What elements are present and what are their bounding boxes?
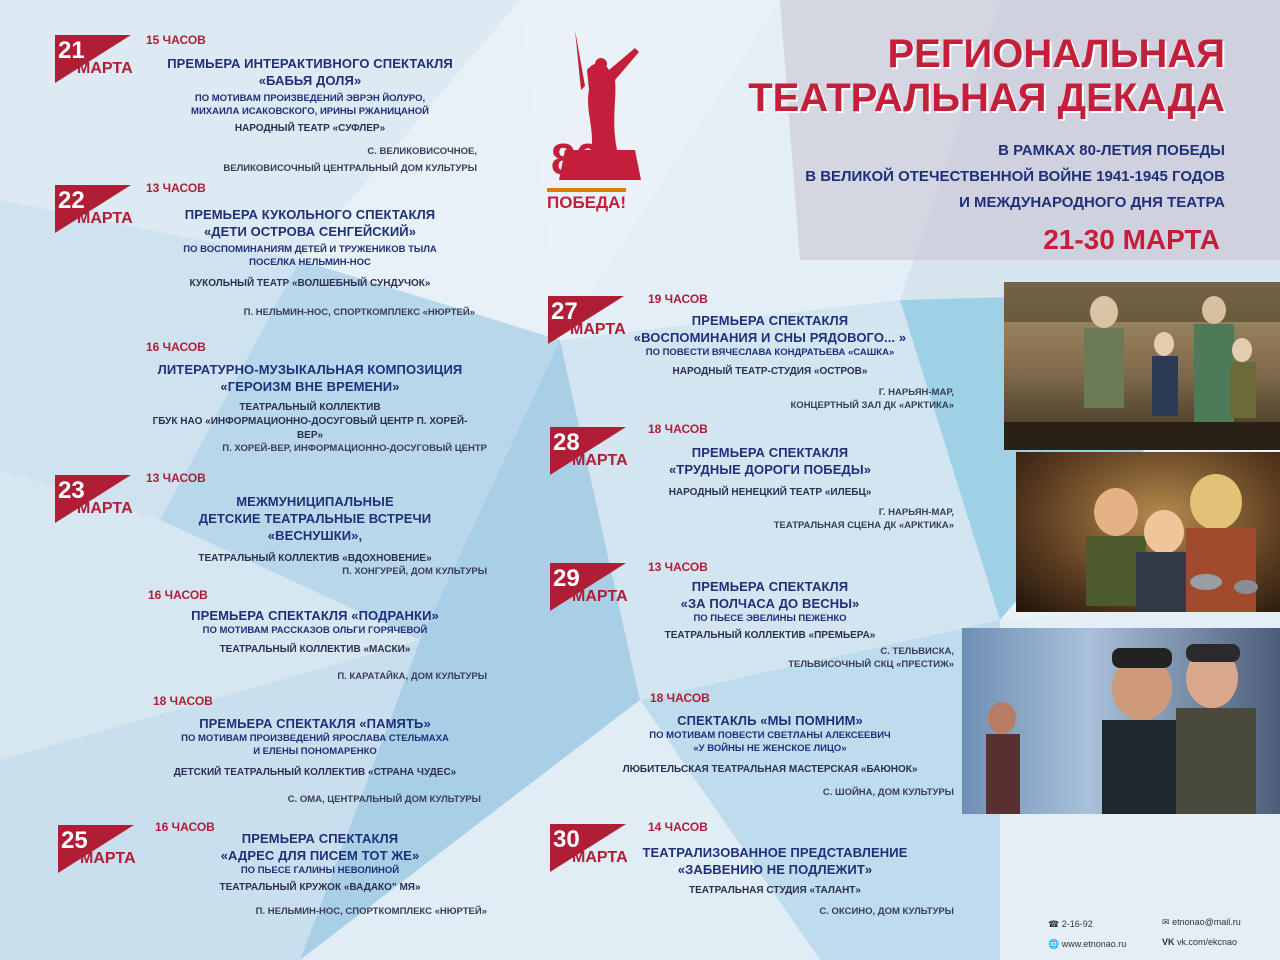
event-place [256, 905, 487, 918]
event-title: «ГЕРОИЗМ ВНЕ ВРЕМЕНИ» [220, 379, 400, 394]
event-title: ЛИТЕРАТУРНО-МУЗЫКАЛЬНАЯ КОМПОЗИЦИЯ [157, 362, 463, 377]
date-badge-29 [550, 563, 628, 611]
place-line: ТЕЛЬВИСОЧНЫЙ СКЦ «ПРЕСТИЖ» [788, 659, 954, 670]
event-block [160, 715, 470, 780]
event-title: «ВОСПОМИНАНИЯ И СНЫ РЯДОВОГО... » [633, 330, 907, 345]
event-place [223, 145, 477, 175]
date-day: 23 [58, 477, 85, 504]
event-source: ПО МОТИВАМ РАССКАЗОВ ОЛЬГИ ГОРЯЧЕВОЙ [202, 625, 428, 636]
event-source: ПО МОТИВАМ ПРОИЗВЕДЕНИЙ ЭВРЭН ЙОЛУРО, [194, 93, 426, 104]
date-badge-25 [58, 825, 136, 873]
vk-url[interactable]: vk.com/ekcnao [1177, 937, 1238, 947]
place-line: П. НЕЛЬМИН-НОС, СПОРТКОМПЛЕКС «НЮРТЕЙ» [255, 906, 487, 917]
festival-title [748, 32, 1225, 120]
event-title: ПРЕМЬЕРА СПЕКТАКЛЯ [691, 313, 849, 328]
place-line: П. ХОНГУРЕЙ, ДОМ КУЛЬТУРЫ [342, 566, 487, 577]
event-title: ПРЕМЬЕРА СПЕКТАКЛЯ «ПОДРАНКИ» [191, 608, 439, 623]
event-title: ТЕАТРАЛИЗОВАННОЕ ПРЕДСТАВЛЕНИЕ [642, 845, 908, 860]
date-month: МАРТА [77, 60, 133, 77]
event-title: СПЕКТАКЛЬ «МЫ ПОМНИМ» [677, 713, 863, 728]
date-badge-22 [55, 185, 133, 233]
event-time: 18 ЧАСОВ [648, 422, 708, 436]
event-time: 18 ЧАСОВ [153, 694, 213, 708]
event-block [640, 578, 900, 643]
place-line: П. КАРАТАЙКА, ДОМ КУЛЬТУРЫ [337, 671, 487, 682]
event-time: 13 ЧАСОВ [146, 181, 206, 195]
date-badge-27 [548, 296, 626, 344]
date-month: МАРТА [570, 321, 626, 338]
event-block [640, 844, 910, 898]
event-block [160, 607, 470, 657]
phone-icon: ☎ [1048, 919, 1060, 929]
subtitle-line-1: В РАМКАХ 80-ЛЕТИЯ ПОБЕДЫ [998, 142, 1225, 159]
event-organizer: ТЕАТРАЛЬНЫЙ КРУЖОК «ВАДАКО" МЯ» [219, 882, 421, 893]
event-organizer: НАРОДНЫЙ НЕНЕЦКИЙ ТЕАТР «ИЛЕБЦ» [668, 487, 872, 498]
event-organizer: КУКОЛЬНЫЙ ТЕАТР «ВОЛШЕБНЫЙ СУНДУЧОК» [189, 278, 431, 289]
event-time: 13 ЧАСОВ [648, 560, 708, 574]
event-place [788, 645, 954, 671]
event-source: ПО МОТИВАМ ПРОИЗВЕДЕНИЙ ЯРОСЛАВА СТЕЛЬМАХА [181, 733, 449, 744]
event-block [150, 493, 480, 566]
date-day: 27 [551, 298, 578, 325]
event-source: ПО ПЬЕСЕ ГАЛИНЫ НЕВОЛИНОЙ [240, 865, 400, 876]
date-day: 29 [553, 565, 580, 592]
date-month: МАРТА [572, 849, 628, 866]
date-month: МАРТА [572, 452, 628, 469]
event-time: 16 ЧАСОВ [148, 588, 208, 602]
event-place [791, 386, 955, 412]
place-line: Г. НАРЬЯН-МАР, [878, 387, 954, 398]
event-time: 15 ЧАСОВ [146, 33, 206, 47]
stage-scene-figures [1004, 282, 1280, 450]
title-line-1: РЕГИОНАЛЬНАЯ [887, 32, 1225, 76]
event-organizer: ТЕАТРАЛЬНАЯ СТУДИЯ «ТАЛАНТ» [689, 885, 861, 896]
event-organizer: ТЕАТРАЛЬНЫЙ КОЛЛЕКТИВ «МАСКИ» [219, 644, 411, 655]
contact-site[interactable] [1048, 939, 1126, 950]
date-month: МАРТА [77, 210, 133, 227]
event-time: 16 ЧАСОВ [155, 820, 215, 834]
event-place [342, 565, 487, 578]
place-line: С. ОМА, ЦЕНТРАЛЬНЫЙ ДОМ КУЛЬТУРЫ [287, 794, 481, 805]
mail-icon: ✉ [1162, 917, 1170, 927]
event-organizer: ГБУК НАО «ИНФОРМАЦИОННО-ДОСУГОВЫЙ ЦЕНТР П. ХОРЕЙ-ВЕР» [152, 416, 468, 441]
event-organizer: ТЕАТРАЛЬНЫЙ КОЛЛЕКТИВ «ВДОХНОВЕНИЕ» [198, 553, 432, 564]
event-title: ПРЕМЬЕРА СПЕКТАКЛЯ [241, 831, 399, 846]
event-place [774, 506, 954, 532]
event-block [630, 312, 910, 379]
event-title: ПРЕМЬЕРА КУКОЛЬНОГО СПЕКТАКЛЯ [184, 207, 436, 222]
event-place [819, 905, 954, 918]
place-line: КОНЦЕРТНЫЙ ЗАЛ ДК «АРКТИКА» [790, 400, 954, 411]
date-month: МАРТА [80, 850, 136, 867]
soldiers-scene-figures [962, 628, 1280, 814]
event-title: «ТРУДНЫЕ ДОРОГИ ПОБЕДЫ» [668, 462, 872, 477]
event-block [620, 712, 920, 777]
event-source: И ЕЛЕНЫ ПОНОМАРЕНКО [253, 746, 377, 757]
event-place [288, 793, 481, 806]
globe-icon: 🌐 [1048, 939, 1060, 949]
table-scene-figures [1016, 452, 1280, 612]
event-source: ПО ВОСПОМИНАНИЯМ ДЕТЕЙ И ТРУЖЕНИКОВ ТЫЛА [183, 244, 437, 255]
event-block [140, 361, 480, 443]
logo-number: 80 [551, 135, 600, 184]
festival-dates: 21-30 МАРТА [1043, 224, 1220, 255]
event-time: 18 ЧАСОВ [650, 691, 710, 705]
date-badge-21 [55, 35, 133, 83]
date-month: МАРТА [77, 500, 133, 517]
event-block [640, 444, 900, 500]
date-day: 22 [58, 187, 85, 214]
theatre-photo-3 [962, 628, 1280, 814]
event-organizer: НАРОДНЫЙ ТЕАТР-СТУДИЯ «ОСТРОВ» [672, 366, 868, 377]
event-title: ДЕТСКИЕ ТЕАТРАЛЬНЫЕ ВСТРЕЧИ «ВЕСНУШКИ», [198, 511, 432, 543]
date-day: 28 [553, 429, 580, 456]
place-line: С. ШОЙНА, ДОМ КУЛЬТУРЫ [822, 787, 954, 798]
victory-80-logo [545, 30, 645, 220]
subtitle-line-3: И МЕЖДУНАРОДНОГО ДНЯ ТЕАТРА [959, 194, 1225, 211]
event-title: «ЗАБВЕНИЮ НЕ ПОДЛЕЖИТ» [677, 862, 873, 877]
vk-icon: VK [1162, 937, 1175, 947]
date-badge-23 [55, 475, 133, 523]
event-time: 13 ЧАСОВ [146, 471, 206, 485]
date-month: МАРТА [572, 588, 628, 605]
event-title: «БАБЬЯ ДОЛЯ» [258, 73, 362, 88]
event-place [337, 670, 487, 683]
place-line: С. ОКСИНО, ДОМ КУЛЬТУРЫ [819, 906, 954, 917]
event-block [160, 830, 480, 895]
event-time: 14 ЧАСОВ [648, 820, 708, 834]
place-line: Г. НАРЬЯН-МАР, [878, 507, 954, 518]
event-place [244, 306, 475, 319]
subtitle-line-2: В ВЕЛИКОЙ ОТЕЧЕСТВЕННОЙ ВОЙНЕ 1941-1945 ГОДОВ [805, 168, 1225, 185]
date-badge-28 [550, 427, 628, 475]
place-line: ВЕЛИКОВИСОЧНЫЙ ЦЕНТРАЛЬНЫЙ ДОМ КУЛЬТУРЫ [223, 163, 477, 174]
title-line-2: ТЕАТРАЛЬНАЯ ДЕКАДА [748, 76, 1225, 120]
event-source: ПО ПЬЕСЕ ЭВЕЛИНЫ ПЕЖЕНКО [693, 613, 847, 624]
event-place [823, 786, 954, 799]
event-title: ПРЕМЬЕРА СПЕКТАКЛЯ [691, 445, 849, 460]
event-block [160, 55, 460, 136]
place-line: С. ТЕЛЬВИСКА, [880, 646, 954, 657]
event-organizer: ТЕАТРАЛЬНЫЙ КОЛЛЕКТИВ [239, 402, 381, 413]
theatre-photo-1 [1004, 282, 1280, 450]
place-line: П. НЕЛЬМИН-НОС, СПОРТКОМПЛЕКС «НЮРТЕЙ» [243, 307, 475, 318]
event-source: МИХАИЛА ИСАКОВСКОГО, ИРИНЫ РЖАНИЦАНОЙ [191, 106, 429, 117]
contact-email[interactable] [1162, 917, 1241, 928]
event-time: 19 ЧАСОВ [648, 292, 708, 306]
event-title: МЕЖМУНИЦИПАЛЬНЫЕ [236, 494, 394, 509]
place-line: П. ХОРЕЙ-ВЕР, ИНФОРМАЦИОННО-ДОСУГОВЫЙ ЦЕНТР [222, 443, 487, 454]
place-line: С. ВЕЛИКОВИСОЧНОЕ, [367, 146, 477, 157]
festival-subtitle [805, 138, 1225, 216]
event-title: ПРЕМЬЕРА СПЕКТАКЛЯ [691, 579, 849, 594]
event-title: ПРЕМЬЕРА ИНТЕРАКТИВНОГО СПЕКТАКЛЯ [167, 56, 453, 71]
date-badge-30 [550, 824, 628, 872]
event-title: «ДЕТИ ОСТРОВА СЕНГЕЙСКИЙ» [203, 224, 417, 239]
event-source: ПОСЕЛКА НЕЛЬМИН-НОС [249, 257, 371, 268]
place-line: ТЕАТРАЛЬНАЯ СЦЕНА ДК «АРКТИКА» [773, 520, 954, 531]
event-time: 16 ЧАСОВ [146, 340, 206, 354]
contact-phone [1048, 919, 1093, 930]
event-place [222, 442, 487, 455]
event-title: «ЗА ПОЛЧАСА ДО ВЕСНЫ» [680, 596, 860, 611]
email-address[interactable]: etnonao@mail.ru [1172, 917, 1241, 927]
event-organizer: НАРОДНЫЙ ТЕАТР «СУФЛЕР» [234, 123, 386, 134]
event-organizer: ТЕАТРАЛЬНЫЙ КОЛЛЕКТИВ «ПРЕМЬЕРА» [664, 630, 876, 641]
date-day: 25 [61, 827, 88, 854]
theatre-photo-2 [1016, 452, 1280, 612]
event-source: ПО ПОВЕСТИ ВЯЧЕСЛАВА КОНДРАТЬЕВА «САШКА» [645, 347, 895, 358]
event-block [160, 206, 460, 291]
date-day: 30 [553, 826, 580, 853]
event-source: ПО МОТИВАМ ПОВЕСТИ СВЕТЛАНЫ АЛЕКСЕЕВИЧ [649, 730, 891, 741]
event-source: «У ВОЙНЫ НЕ ЖЕНСКОЕ ЛИЦО» [693, 743, 847, 754]
site-url[interactable]: www.etnonao.ru [1061, 939, 1127, 949]
event-title: ПРЕМЬЕРА СПЕКТАКЛЯ «ПАМЯТЬ» [199, 716, 431, 731]
date-day: 21 [58, 37, 85, 64]
event-title: «АДРЕС ДЛЯ ПИСЕМ ТОТ ЖЕ» [220, 848, 420, 863]
event-organizer: ЛЮБИТЕЛЬСКАЯ ТЕАТРАЛЬНАЯ МАСТЕРСКАЯ «БАЮНОК» [622, 764, 918, 775]
event-organizer: ДЕТСКИЙ ТЕАТРАЛЬНЫЙ КОЛЛЕКТИВ «СТРАНА ЧУДЕС» [173, 767, 457, 778]
phone-number: 2-16-92 [1061, 919, 1093, 929]
contact-vk[interactable] [1162, 937, 1237, 947]
logo-word: ПОБЕДА! [547, 188, 626, 211]
